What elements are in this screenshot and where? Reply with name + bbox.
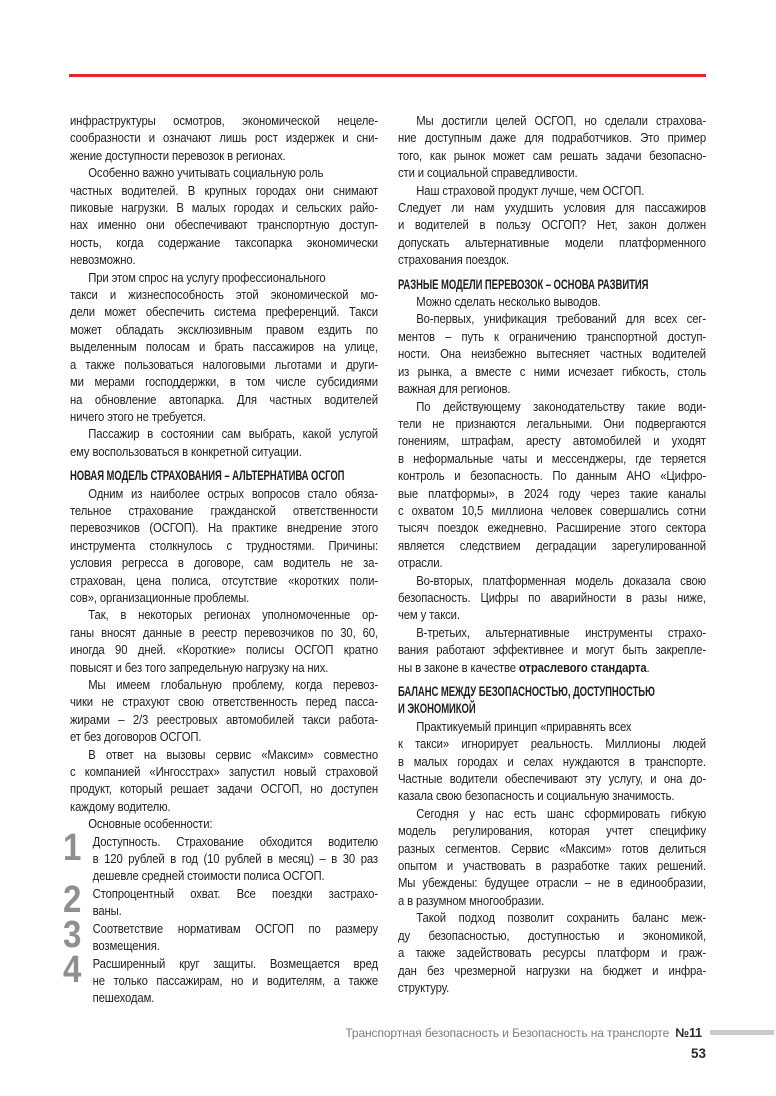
text-line: жирами – 2/3 реестровых автомобилей такси работа- [70, 711, 378, 727]
text-line: а также задействовать ресурсы платформ и граж- [398, 945, 706, 961]
text-line: ментов – путь к ограничению транспортной доступ- [398, 328, 706, 344]
text-line: Во-вторых, платформенная модель доказала свою [416, 572, 706, 588]
text-line: Особенно важно учитывать социальную роль [88, 165, 324, 181]
text-line: Можно сделать несколько выводов. [416, 294, 601, 310]
text-line: Основные особенности: [88, 816, 213, 832]
text-line: Частные водители обеспечивают эту услугу, и она до- [398, 771, 706, 787]
text-line: с охватом 10,5 миллиона человек совершались сотни [398, 502, 706, 518]
paragraph [398, 182, 706, 269]
text-line: ду безопасностью, доступностью и экономикой, [398, 927, 706, 943]
list-item-number: 4 [63, 948, 81, 991]
paragraph [398, 310, 706, 397]
text-line: выделенным полосам и брать пассажиров на улице, [70, 339, 378, 355]
text-line: а в разумном многообразии. [398, 892, 545, 908]
heading-text: И ЭКОНОМИКОЙ [398, 700, 476, 717]
text-line: жение доступности перевозок в регионах. [70, 147, 286, 163]
text-line: условия регресса в договоре, сам водитель не за- [70, 555, 378, 571]
text-line: отрасли. [398, 555, 443, 571]
paragraph [70, 606, 378, 676]
text-line: инструмента столкнулось с трудностями. Причины: [70, 537, 378, 553]
text-line: контроль и безопасность. По данным АНО «Цифро- [398, 468, 706, 484]
paragraph [398, 112, 706, 182]
text-line: По действующему законодательству такие води- [416, 398, 706, 414]
text-line: сообразности и означают лишь рост издержек и сни- [70, 130, 378, 146]
text-line: чики не страхуют свою ответственность перед пасса- [70, 694, 378, 710]
text-line: Такой подход позволит сохранить баланс меж- [416, 910, 706, 926]
text-line: в малых городах и селах нуждаются в транспорте. [398, 753, 706, 769]
paragraph [398, 718, 706, 805]
section-heading [398, 683, 706, 718]
footer-bar [710, 1030, 774, 1035]
paragraph [70, 112, 378, 164]
paragraph [398, 805, 706, 909]
paragraph [70, 425, 378, 460]
text-line: невозможно. [70, 252, 136, 268]
text-line: ность, когда содержание таксопарка экономически [70, 234, 378, 250]
heading-line [70, 467, 378, 484]
text-line: на обновление автопарка. Для частных водителей [70, 391, 378, 407]
text-line: вания работают эффективнее и могут быть закрепле- [398, 642, 706, 658]
list-item [63, 878, 378, 921]
text-line: Наш страховой продукт лучше, чем ОСГОП. [416, 182, 645, 198]
heading-line [398, 276, 706, 293]
heading-line [398, 700, 706, 717]
heading-text: БАЛАНС МЕЖДУ БЕЗОПАСНОСТЬЮ, ДОСТУПНОСТЬЮ [398, 683, 655, 699]
text-line: инфраструктуры осмотров, экономической нецеле- [70, 113, 378, 128]
footer-issue-number: №11 [675, 1025, 702, 1040]
text-line: иногда 90 дней. «Короткие» полисы ОСГОП кратно [70, 642, 378, 658]
paragraph [70, 815, 378, 832]
text-line: Практикуемый принцип «приравнять всех [416, 718, 632, 734]
text-line: Доступность. Страхование обходится водителю [92, 833, 378, 849]
text-line: Во-первых, унификация требований для всех сег- [416, 311, 706, 327]
text-line: Мы имеем глобальную проблему, когда перевоз- [88, 677, 378, 692]
section-heading [398, 276, 706, 293]
text-line: Мы достигли целей ОСГОП, но сделали страхова- [416, 113, 706, 128]
paragraph [70, 676, 378, 746]
text-segment: ны в законе в качестве [398, 659, 519, 675]
text-line: тели не признаются легальными. Они подвергаются [398, 415, 706, 431]
text-line: модель регулирования, которая учтет специфику [398, 823, 706, 839]
text-line: дешевле средней стоимости полиса ОСГОП. [92, 868, 325, 884]
journal-footer [0, 1027, 776, 1038]
heading-text: НОВАЯ МОДЕЛЬ СТРАХОВАНИЯ – АЛЬТЕРНАТИВА ОСГОП [70, 467, 345, 484]
text-line: тысяч поездок ежедневно. Расширение этого сектора [398, 520, 706, 536]
paragraph [398, 909, 706, 996]
text-line: Следует ли нам ухудшить условия для пассажиров [398, 200, 706, 216]
text-line: к такси» игнорирует реальность. Миллионы людей [398, 736, 706, 752]
bold-text: отраслевого стандарта [518, 659, 647, 675]
text-line: ничего этого не требуется. [70, 408, 206, 424]
page-number: 53 [690, 1046, 706, 1061]
text-line: В-третьих, альтернативные инструменты страхо- [416, 624, 706, 640]
text-line: перевозчиков (ОСГОП). На практике внедрение этого [70, 520, 378, 536]
text-line: страхования поездок. [398, 252, 510, 268]
text-line: дан без чрезмерной нагрузки на бюджет и инфра- [398, 962, 706, 978]
list-item-number: 1 [63, 826, 81, 869]
text-line: того, как рынок может сам решать задачи безопасно- [398, 147, 706, 163]
list-item [63, 913, 378, 956]
text-line: пешеходам. [92, 990, 155, 1006]
text-line: опытом и участвовать в разработке таких решений. [398, 858, 706, 874]
list-item [63, 826, 378, 885]
article-column-right [398, 112, 706, 996]
text-line: продукт, который решает задачи ОСГОП, но доступен [70, 781, 378, 797]
paragraph [398, 624, 706, 676]
text-line: Пассажир в состоянии сам выбрать, какой услугой [88, 426, 378, 442]
text-line: нах именно они обеспечивают транспортную доступ- [70, 217, 378, 233]
footer-journal-title: Транспортная безопасность и Безопасность на транспорте [345, 1025, 670, 1040]
paragraph [70, 269, 378, 426]
text-line: в неформальные чаты и мессенджеры, где теряется [398, 450, 706, 466]
paragraph [70, 746, 378, 816]
list-item [63, 948, 378, 1007]
text-line: такси и жизнеспособность этой экономической мо- [70, 287, 378, 303]
text-segment: . [646, 659, 650, 675]
text-line: вые платформы», в 2024 году через такие каналы [398, 485, 706, 501]
text-line: допускать альтернативные модели платформенного [398, 234, 706, 250]
text-line: ваны. [92, 903, 122, 919]
text-line: чем у такси. [398, 607, 460, 623]
heading-text: РАЗНЫЕ МОДЕЛИ ПЕРЕВОЗОК – ОСНОВА РАЗВИТИЯ [398, 275, 649, 292]
text-line: в 120 рублей в год (10 рублей в месяц) – в 30 раз [92, 851, 378, 867]
text-line: возмещения. [92, 938, 160, 954]
text-line: сов», организационные проблемы. [70, 589, 250, 605]
text-line: а также пользоваться налоговыми льготами и други- [70, 356, 378, 372]
text-line: дели может обеспечить система преференций. Такси [70, 304, 378, 320]
text-line: тельное страхование гражданской ответственности [70, 502, 378, 518]
text-line: и водителей в пользу ОСГОП? Нет, закон должен [398, 217, 706, 233]
text-line: ности. Она неизбежно вытесняет частных водителей [398, 346, 706, 362]
paragraph [70, 485, 378, 607]
text-line: из рынка, а вместе с ними исчезает гибкость, столь [398, 363, 706, 379]
paragraph [398, 293, 706, 310]
paragraph [398, 398, 706, 572]
text-line: ганы вносят данные в реестр перевозчиков по 30, 60, [70, 624, 378, 640]
text-line: страхован, цена полиса, отсутствие «коротких поли- [70, 572, 378, 588]
text-line: При этом спрос на услугу профессионального [88, 269, 326, 285]
text-line [398, 659, 706, 676]
paragraph [398, 572, 706, 624]
text-line: пиковые нагрузки. В малых городах и сельских райо- [70, 200, 378, 216]
text-line: с компанией «Ингосстрах» запустил новый страховой [70, 764, 378, 780]
text-line: В ответ на вызовы сервис «Максим» совместно [88, 746, 378, 762]
text-line: Мы убеждены: будущее отрасли – не в единообразии, [398, 875, 706, 891]
text-line: Расширенный круг защиты. Возмещается вред [92, 955, 378, 971]
text-line: структуру. [398, 979, 450, 995]
text-line: безопасность. Цифры по аварийности в разы ниже, [398, 589, 706, 605]
text-line: является следствием деградации зарегулированной [398, 537, 706, 553]
heading-line [398, 683, 706, 700]
paragraph [70, 164, 378, 268]
text-line: Соответствие нормативам ОСГОП по размеру [92, 920, 378, 936]
text-line: ми мерами господдержки, в том числе субсидиями [70, 374, 378, 390]
text-line: может обладать эксклюзивным правом ездить по [70, 321, 378, 337]
text-line: Одним из наиболее острых вопросов стало обяза- [88, 485, 378, 501]
text-line: важная для регионов. [398, 381, 511, 397]
top-rule [69, 74, 706, 77]
text-line: Стопроцентный охват. Все поездки застрахо- [92, 885, 378, 901]
section-heading [70, 467, 378, 484]
text-line: разных сегментов. Сервис «Максим» готов делиться [398, 840, 706, 856]
text-line: Так, в некоторых регионах уполномоченные ор- [88, 607, 378, 623]
text-line: ние доступным даже для подработчиков. Это пример [398, 130, 706, 146]
list-item-number: 3 [63, 913, 81, 956]
text-line: каждому водителю. [70, 798, 171, 814]
text-line: ет без договоров ОСГОП. [70, 729, 202, 745]
text-line: казала свою безопасность и социальную значимость. [398, 788, 675, 804]
text-line: повысят и без того запредельную нагрузку на них. [70, 659, 329, 675]
article-column-left [63, 112, 378, 1007]
text-line: Сегодня у нас есть шанс сформировать гибкую [416, 805, 706, 821]
text-line: не только пассажирам, но и водителям, а также [92, 972, 378, 988]
text-line: частных водителей. В крупных городах они снимают [70, 182, 378, 198]
text-line: сти и социальной справедливости. [398, 165, 578, 181]
text-line: гонениям, штрафам, аресту автомобилей и уходят [398, 433, 706, 449]
text-line: ему воспользоваться в конкретной ситуации. [70, 443, 302, 459]
list-item-number: 2 [63, 878, 81, 921]
